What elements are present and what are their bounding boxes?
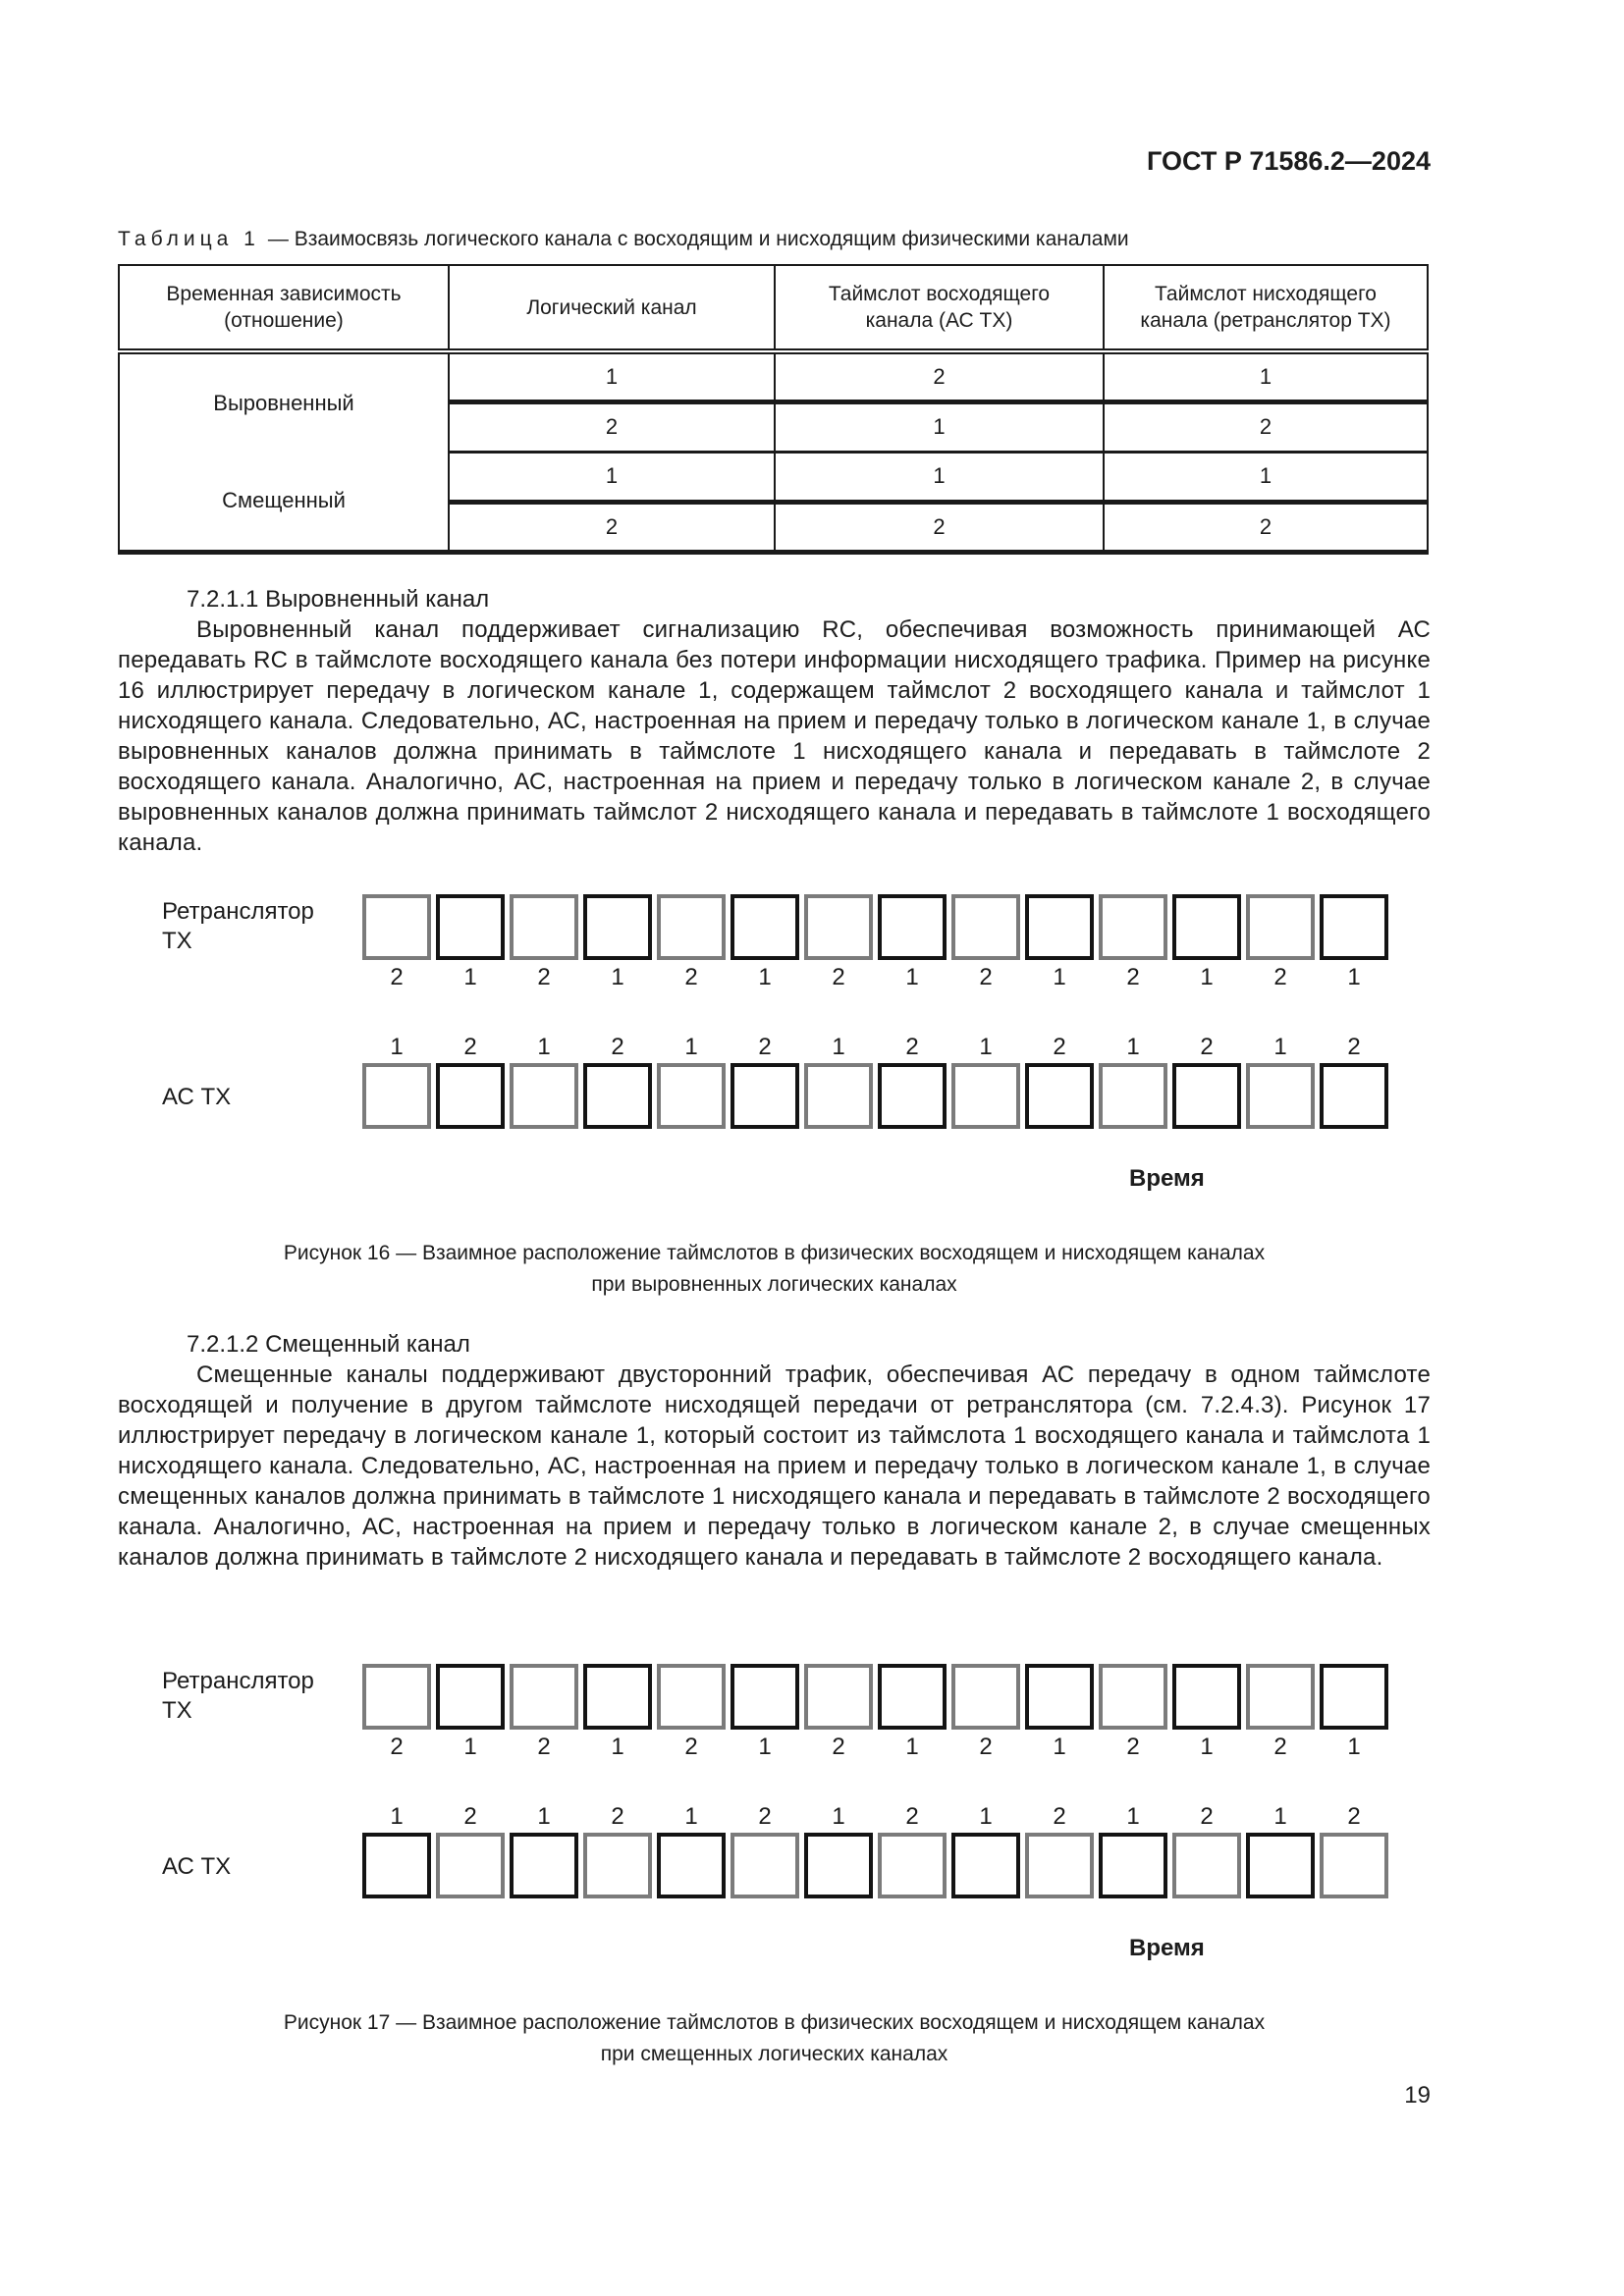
figure-17 [118,1664,1431,1968]
timeslot-number: 2 [1273,1733,1287,1760]
col-header-uplink-timeslot: Таймслот восходящего канала (АС ТХ) [775,265,1104,351]
col-header-time-dependency: Временная зависимость (отношение) [119,265,449,351]
timeslot-box [804,894,873,960]
timeslot-number: 2 [1053,1802,1066,1830]
document-header: ГОСТ Р 71586.2—2024 [1147,146,1431,176]
timeslot-number: 2 [537,1733,551,1760]
timeslot-number: 2 [463,1802,477,1830]
timeslot-number: 1 [1126,1802,1140,1830]
timeslot-box [436,1664,505,1730]
paragraph-aligned-channel: Выровненный канал поддерживает сигнализацию RC, обеспечивая возможность принимающей АС передавать RC в таймслоте восходящего канала без потери информации нисходящего трафика. Пример на рисунке 16 иллюстрирует передачу в логическом канале 1, содержащем таймслот 2 восходящего канала и таймслот 1 нисходящего канала. Следовательно, АС, настроенная на прием и передачу только в логическом канале 1, в случае выровненных каналов должна принимать в таймслоте 1 нисходящего канала и передавать в таймслоте 2 восходящего канала. Аналогично, АС, настроенная на прием и передачу только в логическом канале 2, в случае выровненных каналов должна принимать таймслот 2 нисходящего канала и передавать в таймслоте 1 восходящего канала. [118,615,1431,856]
table-cell: 2 [775,351,1104,401]
timeslot-box [1246,1833,1315,1898]
timeslot-box [583,894,652,960]
timeslot-number: 2 [979,963,993,990]
timeslot-box [1320,1833,1388,1898]
section-heading-7-2-1-2: 7.2.1.2 Смещенный канал [187,1330,470,1358]
timeslot-number: 1 [684,1802,698,1830]
table-cell: 1 [775,452,1104,502]
table-header-row [119,265,1428,351]
timeslot-number: 1 [463,963,477,990]
timeslot-number: 2 [832,963,845,990]
timeslot-box [362,1833,431,1898]
table-cell: 1 [1104,452,1428,502]
timeslot-number: 2 [1053,1033,1066,1060]
timeslot-box [657,1833,726,1898]
timeslot-box [1099,1833,1167,1898]
timeslot-box [510,1664,578,1730]
relay-tx-label: Ретранслятор ТХ [162,897,314,954]
timeslot-number: 1 [758,963,772,990]
timeslot-box [362,1063,431,1129]
timeslot-box [657,1063,726,1129]
timeslot-number: 2 [684,963,698,990]
timeslot-box [878,1063,947,1129]
relay-boxes-row [362,1664,1388,1730]
timeslot-box [362,1664,431,1730]
table-title-text: — Взаимосвязь логического канала с восходящим и нисходящим физическими каналами [267,228,1129,250]
timeslot-number: 1 [1200,1733,1214,1760]
table-cell: 1 [775,401,1104,452]
figure-16-caption-line1: Рисунок 16 — Взаимное расположение таймслотов в физических восходящем и нисходящем каналах [283,1241,1266,1264]
timeslot-box [1246,1063,1315,1129]
timeslot-box [1172,1833,1241,1898]
timeslot-box [1025,1664,1094,1730]
timeslot-box [1320,894,1388,960]
table-cell: 1 [449,452,775,502]
time-label: Время [1129,1934,1205,1961]
timeslot-number: 2 [905,1033,919,1060]
timeslot-number: 2 [537,963,551,990]
timeslot-number: 2 [1273,963,1287,990]
figure-16 [118,894,1431,1199]
timeslot-box [731,1063,799,1129]
ac-numbers-row [362,1802,1388,1832]
timeslot-number: 2 [1200,1802,1214,1830]
table-cell: 1 [1104,351,1428,401]
table-1 [118,264,1429,555]
timeslot-box [436,1833,505,1898]
page-number: 19 [1404,2081,1431,2109]
timeslot-box [804,1063,873,1129]
timeslot-number: 2 [1347,1802,1361,1830]
timeslot-number: 1 [979,1802,993,1830]
table-row [119,452,1428,502]
timeslot-number: 1 [905,1733,919,1760]
timeslot-box [1099,1063,1167,1129]
timeslot-box [510,1063,578,1129]
timeslot-number: 2 [463,1033,477,1060]
figure-17-caption-line2: при смещенных логических каналах [600,2042,948,2065]
timeslot-number: 1 [611,963,624,990]
timeslot-number: 1 [1200,963,1214,990]
timeslot-box [878,894,947,960]
timeslot-box [1099,1664,1167,1730]
ac-boxes-row [362,1063,1388,1129]
relay-numbers-row [362,1733,1388,1762]
timeslot-box [657,1664,726,1730]
timeslot-number: 1 [758,1733,772,1760]
timeslot-number: 1 [1126,1033,1140,1060]
paragraph-offset-channel: Смещенные каналы поддерживают двусторонний трафик, обеспечивая АС передачу в одном таймслоте восходящей и получение в другом таймслоте нисходящей передачи от ретранслятора (см. 7.2.4.3). Рисунок 17 иллюстрирует передачу в логическом канале 1, который состоит из таймслота 1 восходящего канала и таймслота 1 нисходящего канала. Следовательно, АС, настроенная на прием и передачу только в логическом канале 1, в случае смещенных каналов должна принимать в таймслоте 1 нисходящего канала и передавать в таймслоте 2 восходящего канала. Аналогично, АС, настроенная на прием и передачу только в логическом канале 2, в случае смещенных каналов должна принимать в таймслоте 2 нисходящего канала и передавать в таймслоте 2 восходящего канала. [118,1361,1431,1571]
timeslot-number: 1 [1347,1733,1361,1760]
timeslot-box [951,894,1020,960]
timeslot-number: 2 [1200,1033,1214,1060]
table-title-label: Таблица 1 [118,228,260,250]
timeslot-box [1099,894,1167,960]
timeslot-box [951,1664,1020,1730]
row-group-offset: Смещенный [119,452,449,552]
timeslot-number: 2 [1126,963,1140,990]
timeslot-box [804,1664,873,1730]
timeslot-box [731,1664,799,1730]
table-title [118,226,1431,252]
timeslot-box [1320,1063,1388,1129]
timeslot-number: 2 [390,1733,404,1760]
timeslot-number: 2 [905,1802,919,1830]
ac-tx-label: АС ТХ [162,1852,232,1880]
timeslot-number: 1 [537,1033,551,1060]
timeslot-box [951,1063,1020,1129]
timeslot-number: 2 [758,1033,772,1060]
timeslot-number: 2 [758,1802,772,1830]
timeslot-number: 2 [684,1733,698,1760]
table-cell: 2 [1104,401,1428,452]
table-cell: 2 [775,502,1104,552]
timeslot-box [1025,894,1094,960]
relay-boxes-row [362,894,1388,960]
timeslot-box [510,1833,578,1898]
section-heading-7-2-1-1: 7.2.1.1 Выровненный канал [187,585,490,613]
timeslot-box [1172,894,1241,960]
timeslot-number: 1 [463,1733,477,1760]
timeslot-number: 2 [611,1033,624,1060]
timeslot-number: 2 [979,1733,993,1760]
timeslot-box [583,1833,652,1898]
timeslot-box [804,1833,873,1898]
timeslot-number: 1 [1347,963,1361,990]
timeslot-number: 1 [611,1733,624,1760]
col-header-downlink-timeslot: Таймслот нисходящего канала (ретранслятор ТХ) [1104,265,1428,351]
figure-17-caption [118,2007,1431,2070]
timeslot-number: 1 [1273,1802,1287,1830]
timeslot-box [1025,1063,1094,1129]
timeslot-box [510,894,578,960]
timeslot-number: 2 [1347,1033,1361,1060]
time-label: Время [1129,1164,1205,1192]
table-cell: 1 [449,351,775,401]
timeslot-box [362,894,431,960]
timeslot-box [657,894,726,960]
timeslot-box [436,1063,505,1129]
timeslot-box [1025,1833,1094,1898]
timeslot-box [731,1833,799,1898]
timeslot-number: 2 [1126,1733,1140,1760]
timeslot-number: 2 [611,1802,624,1830]
timeslot-number: 1 [832,1033,845,1060]
timeslot-number: 2 [390,963,404,990]
figure-16-caption-line2: при выровненных логических каналах [591,1272,957,1296]
timeslot-number: 1 [537,1802,551,1830]
timeslot-box [1320,1664,1388,1730]
timeslot-box [951,1833,1020,1898]
figure-17-caption-line1: Рисунок 17 — Взаимное расположение таймслотов в физических восходящем и нисходящем каналах [283,2010,1266,2034]
timeslot-box [583,1063,652,1129]
table-cell: 2 [449,401,775,452]
ac-tx-label: АС ТХ [162,1083,232,1110]
timeslot-number: 1 [390,1033,404,1060]
timeslot-box [1246,894,1315,960]
timeslot-box [878,1664,947,1730]
timeslot-number: 1 [390,1802,404,1830]
relay-tx-label: Ретранслятор ТХ [162,1667,314,1724]
ac-numbers-row [362,1033,1388,1062]
figure-16-caption [118,1238,1431,1301]
timeslot-box [731,894,799,960]
timeslot-number: 1 [832,1802,845,1830]
timeslot-box [1172,1664,1241,1730]
timeslot-number: 1 [1273,1033,1287,1060]
table-cell: 2 [449,502,775,552]
page-content [118,0,1431,2109]
timeslot-number: 2 [832,1733,845,1760]
timeslot-number: 1 [979,1033,993,1060]
timeslot-box [878,1833,947,1898]
relay-numbers-row [362,963,1388,992]
timeslot-number: 1 [1053,1733,1066,1760]
timeslot-number: 1 [905,963,919,990]
row-group-aligned: Выровненный [119,351,449,452]
timeslot-box [583,1664,652,1730]
timeslot-box [436,894,505,960]
ac-boxes-row [362,1833,1388,1898]
table-row [119,351,1428,401]
timeslot-box [1246,1664,1315,1730]
table-cell: 2 [1104,502,1428,552]
timeslot-number: 1 [684,1033,698,1060]
timeslot-box [1172,1063,1241,1129]
col-header-logical-channel: Логический канал [449,265,775,351]
timeslot-number: 1 [1053,963,1066,990]
